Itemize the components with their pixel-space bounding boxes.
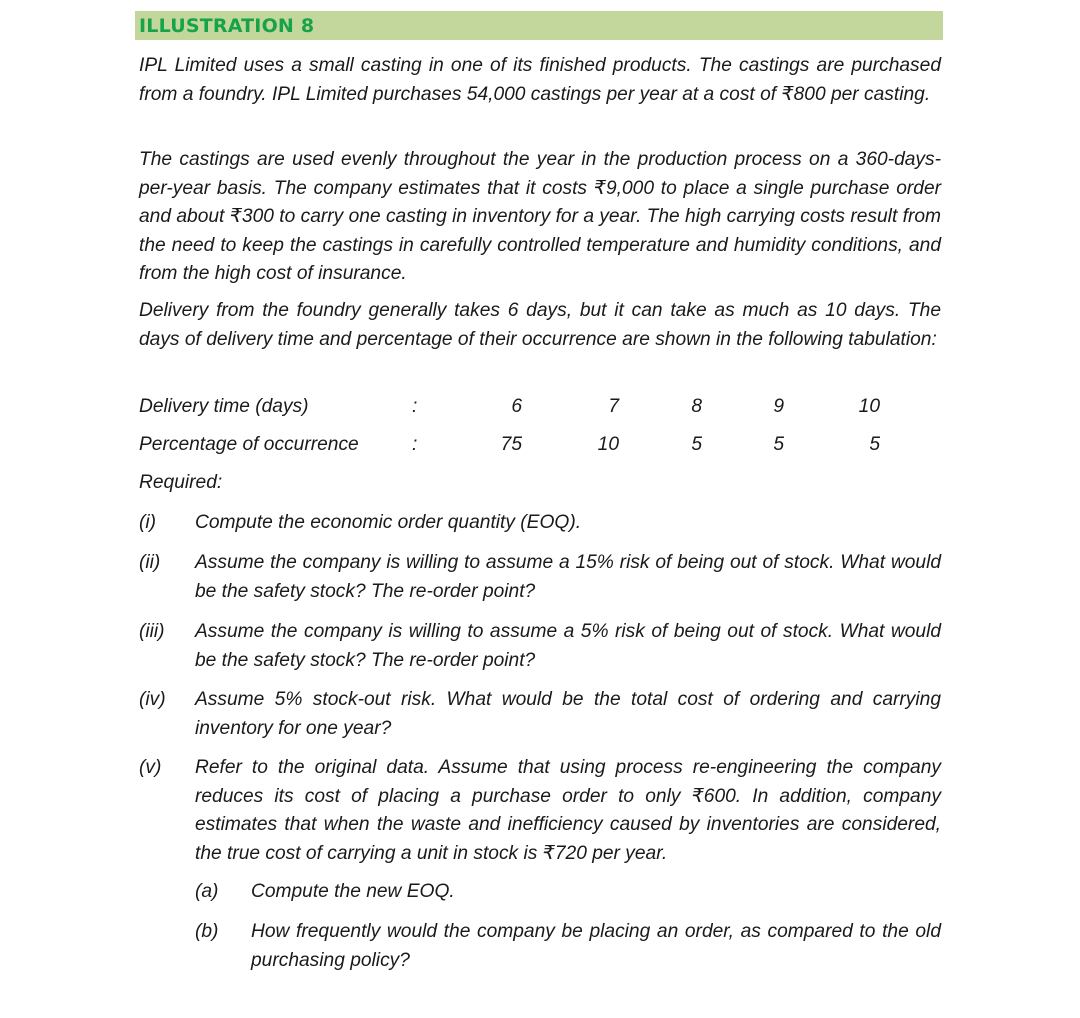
delivery-paragraph: Delivery from the foundry generally takes 6 days, but it can take as much as 10 days. The days of delivery time and percentage of their occurrence are shown in the following tabulation: <box>139 300 941 350</box>
table-cell: 9 <box>773 396 784 417</box>
table-cell: 5 <box>691 434 702 455</box>
question-number: (v) <box>139 757 162 778</box>
table-cell: 10 <box>858 396 880 417</box>
intro-paragraph: IPL Limited uses a small casting in one of its finished products. The castings are purchased from a foundry. IPL Limited purchases 54,000 castings per year at a cost of ₹800 per casting. <box>139 55 941 105</box>
table-cell: 6 <box>511 396 522 417</box>
sub-question-text: Compute the new EOQ. <box>251 881 455 902</box>
required-label: Required: <box>139 472 223 493</box>
delivery-time-row <box>139 393 941 421</box>
sub-question-number: (a) <box>195 881 219 902</box>
table-cell: 5 <box>869 434 880 455</box>
question-text: Assume the company is willing to assume a 15% risk of being out of stock. What would be the safety stock? The re-order point? <box>195 552 941 602</box>
question-number: (ii) <box>139 552 161 573</box>
previous-page-text-fragment <box>0 0 1080 4</box>
illustration-header-banner <box>135 11 943 40</box>
row-separator: : <box>412 434 418 455</box>
question-number: (iv) <box>139 689 166 710</box>
question-number: (i) <box>139 512 157 533</box>
question-text: Assume the company is willing to assume a 5% risk of being out of stock. What would be the safety stock? The re-order point? <box>195 621 941 671</box>
row-label: Delivery time (days) <box>139 396 309 417</box>
question-number: (iii) <box>139 621 165 642</box>
sub-question-text: How frequently would the company be placing an order, as compared to the old purchasing policy? <box>251 921 941 971</box>
illustration-title: ILLUSTRATION 8 <box>139 15 315 37</box>
table-cell: 5 <box>773 434 784 455</box>
table-cell: 7 <box>608 396 619 417</box>
question-text: Assume 5% stock-out risk. What would be the total cost of ordering and carrying inventory for one year? <box>195 689 941 739</box>
question-text: Refer to the original data. Assume that using process re-engineering the company reduces its cost of placing a purchase order to only ₹600. In addition, company estimates that when the waste and inefficiency caused by inventories are considered, the true cost of carrying a unit in stock is ₹720 per year. <box>195 757 941 864</box>
table-cell: 75 <box>500 434 522 455</box>
sub-question-number: (b) <box>195 921 219 942</box>
row-separator: : <box>412 396 418 417</box>
percentage-row <box>139 431 941 459</box>
question-text: Compute the economic order quantity (EOQ). <box>195 512 582 533</box>
table-cell: 8 <box>691 396 702 417</box>
table-cell: 10 <box>597 434 619 455</box>
row-label: Percentage of occurrence <box>139 434 359 455</box>
cost-paragraph: The castings are used evenly throughout the year in the production process on a 360-days-per-year basis. The company estimates that it costs ₹9,000 to place a single purchase order and about ₹300 to carry one casting in inventory for a year. The high carrying costs result from the need to keep the castings in carefully controlled temperature and humidity conditions, and from the high cost of insurance. <box>139 149 941 284</box>
